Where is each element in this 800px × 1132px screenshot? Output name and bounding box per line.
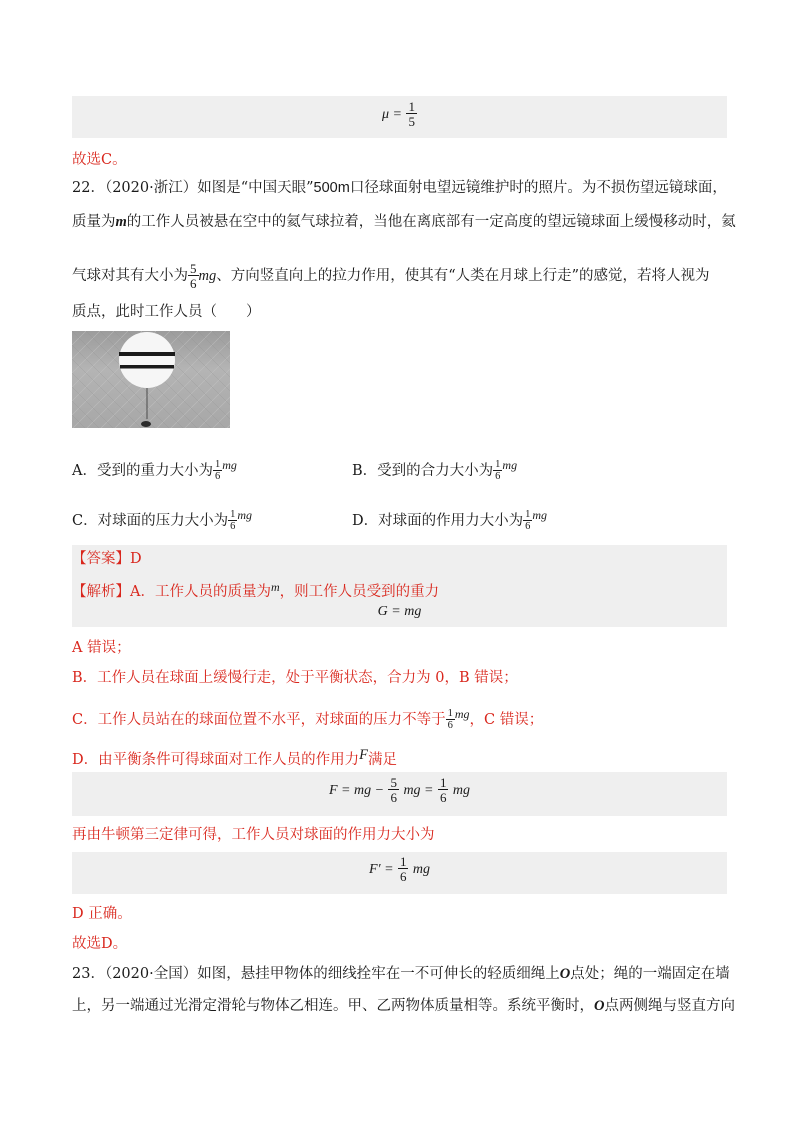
d-line: D．由平衡条件可得球面对工作人员的作用力F满足 <box>72 747 397 768</box>
newton-line: 再由牛顿第三定律可得，工作人员对球面的作用力大小为 <box>72 827 435 843</box>
c-line: C．工作人员站在的球面位置不水平，对球面的压力不等于 $\frac{1}{6}$ $^{mg}$，C 错误； <box>72 707 544 731</box>
q22-line2: 质量为m的工作人员被悬在空中的氦气球拉着，当他在离底部有一定高度的望远镜球面上缓慢移动时，氦 <box>72 214 736 230</box>
option-a-fraction: $\frac{1}{6}$ <box>214 458 221 482</box>
option-a: A．受到的重力大小为 $\frac{1}{6}$ $^{mg}$ <box>72 458 237 482</box>
fprime-equation: F′ = $\frac{1}{6}$ mg <box>368 854 431 884</box>
mu-fraction: $\frac{1}{5}$ <box>408 99 415 129</box>
gravity-equation: G = mg <box>377 604 422 619</box>
worker-figure <box>141 421 151 427</box>
f-fraction-2: $\frac{1}{6}$ <box>439 775 447 805</box>
option-c-fraction: $\frac{1}{6}$ <box>230 508 236 532</box>
mu-equation: μ = $\frac{1}{5}$ <box>382 99 415 129</box>
q22-line4: 质点，此时工作人员（ ） <box>72 304 261 320</box>
option-c: C．对球面的压力大小为 $\frac{1}{6}$ $^{mg}$ <box>72 508 253 532</box>
analysis-line: 【解析】A．工作人员的质量为$^m$，则工作人员受到的重力 <box>72 580 440 600</box>
option-d: D．对球面的作用力大小为 $\frac{1}{6}$ $^{mg}$ <box>352 508 548 532</box>
answer-line: 【答案】D <box>72 551 142 567</box>
f-fraction-1: $\frac{5}{6}$ <box>390 775 397 805</box>
q22-line3: 气球对其有大小为 $\frac{5}{6}$ mg、方向竖直向上的拉力作用，使其有“人类在月球上行走”的感觉，若将人视为 <box>72 261 710 291</box>
d-correct-line: D 正确。 <box>72 906 132 922</box>
option-b-fraction: $\frac{1}{6}$ <box>495 458 501 482</box>
option-b: B．受到的合力大小为 $\frac{1}{6}$ $^{mg}$ <box>352 458 518 482</box>
prev-answer: 故选C。 <box>72 152 127 168</box>
balloon <box>119 332 175 388</box>
balloon-illustration <box>72 331 230 428</box>
q22-fraction: $\frac{5}{6}$ <box>190 261 197 291</box>
q23-line2: 上，另一端通过光滑定滑轮与物体乙相连。甲、乙两物体质量相等。系统平衡时，O点两侧绳与竖直方向 <box>72 998 735 1014</box>
b-line: B．工作人员在球面上缓慢行走，处于平衡状态，合力为 0，B 错误； <box>72 670 518 686</box>
a-wrong-line: A 错误； <box>72 640 131 656</box>
choose-line: 故选D。 <box>72 936 128 952</box>
f-equation: F = mg − $\frac{5}{6}$ mg = $\frac{1}{6}$ mg <box>328 775 471 805</box>
balloon-photo <box>72 331 230 428</box>
option-d-fraction: $\frac{1}{6}$ <box>525 508 531 532</box>
fprime-fraction: $\frac{1}{6}$ <box>399 854 407 884</box>
q22-line1: 22．（2020·浙江）如图是“中国天眼”500m口径球面射电望远镜维护时的照片。为不损伤望远镜球面， <box>72 180 727 196</box>
q23-line1: 23．（2020·全国）如图，悬挂甲物体的细线拴牢在一不可伸长的轻质细绳上O点处；绳的一端固定在墙 <box>72 966 730 982</box>
c-fraction: $\frac{1}{6}$ <box>447 707 453 731</box>
